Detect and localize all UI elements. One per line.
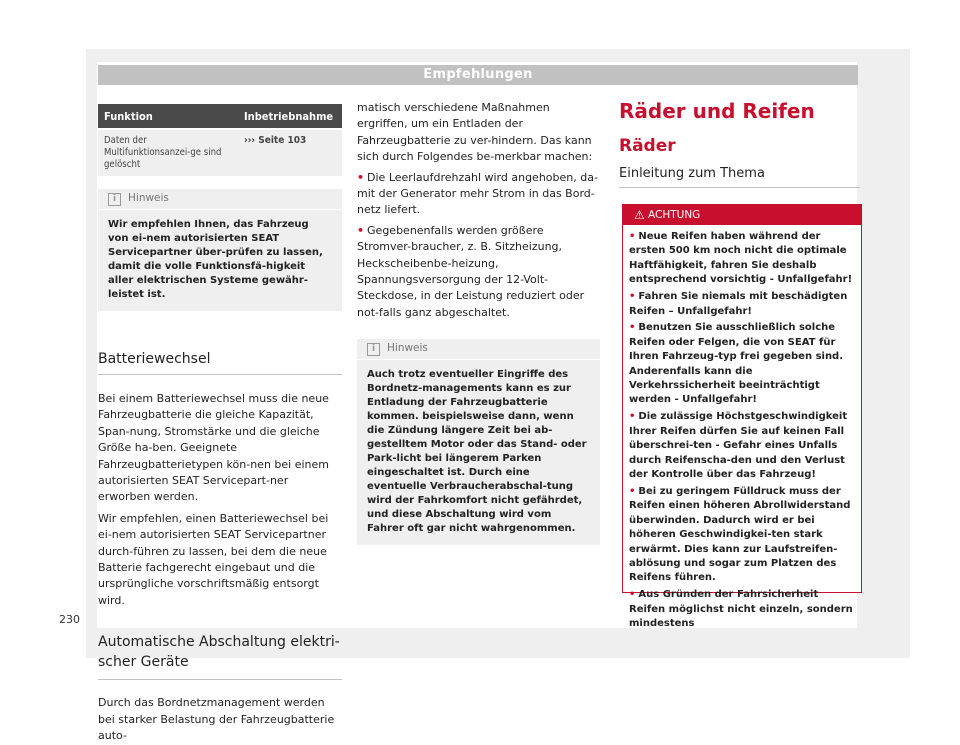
list-item [357,223,600,321]
table-header-row [98,104,342,129]
warning-box [622,204,862,630]
bullet-icon: • [629,291,636,303]
list-item [629,290,855,319]
list-item-text: Gegebenenfalls werden größere Stromver-braucher, z. B. Sitzheizung, Heckscheibenbe-heizung, Spannungsversorgung der 12-Volt-Steckdose, in der Leistung reduziert oder not-falls ganz abgeschaltet. [357,223,585,319]
table-row [98,129,342,176]
battery-paragraph-2: Wir empfehlen, einen Batteriewechsel bei ei-nem autorisierten SEAT Servicepartner durch-führen zu lassen, bei dem die neue Batterie fachgerecht eingebaut und die ursprüngliche vorschriftsmäßig entsorgt wird. [98,511,329,607]
warning-triangle-icon: ⚠ [634,208,645,222]
note-title: Hinweis [128,192,169,204]
note-text: Wir empfehlen Ihnen, das Fahrzeug von ei-nem autorisierten SEAT Servicepartner über-prüfen zu lassen, damit die volle Funktionsfä-higkeit aller elektrischen Systeme gewähr-leistet ist. [108,219,323,300]
column-left [98,104,342,745]
table-cell-reference[interactable] [238,129,342,176]
battery-paragraph-1: Bei einem Batteriewechsel muss die neue Fahrzeugbatterie die gleiche Kapazität, Span-nung, Stromstärke und die gleiche Größe ha-ben. Geeignete Fahrzeugbatterietypen kön-nen bei einem autorisierten SEAT Servicepart-ner erworben werden. [98,392,329,504]
bullet-icon: • [629,485,636,497]
section-title-auto-off: Automatische Abschaltung elektri-scher Geräte [98,632,342,680]
list-item [629,321,855,407]
bullet-icon: • [629,231,636,242]
list-item-text: Die zulässige Höchstgeschwindigkeit Ihrer Reifen dürfen Sie auf keinen Fall überschrei-ten - Gefahr eines Unfalls durch Reifenscha-den und den Verlust der Kontrolle über das Fahrzeug! [629,411,848,480]
note-box [357,339,600,545]
warning-title: ACHTUNG [648,209,701,221]
subsection-heading: Einleitung zum Thema [619,166,860,188]
page-number: 230 [59,613,80,626]
section-heading: Räder [619,136,676,156]
bullet-icon: • [357,223,365,237]
reference-link[interactable]: Seite 103 [255,135,307,146]
chapter-heading: Räder und Reifen [619,99,815,123]
note-box [98,189,342,311]
function-table [98,104,342,176]
list-item [629,588,855,631]
list-item-text: Fahren Sie niemals mit beschädigten Reifen – Unfallgefahr! [629,291,848,317]
note-header [98,189,342,210]
bullet-icon: • [629,411,636,423]
list-item-text: Aus Gründen der Fahrsicherheit Reifen möglichst nicht einzeln, sondern mindestens [629,589,853,630]
auto-off-paragraph: Durch das Bordnetzmanagement werden bei starker Belastung der Fahrzeugbatterie auto- [98,696,335,743]
list-item-text: Benutzen Sie ausschließlich solche Reifen oder Felgen, die von SEAT für Ihren Fahrzeug-typ frei gegeben sind. Anderenfalls kann die Verkehrssicherheit beeinträchtigt werden - Unfallgefahr! [629,322,844,406]
table-cell-function: Daten der Multifunktionsanzei-ge sind gelöscht [98,129,238,176]
column-middle [357,100,600,545]
list-item [629,230,855,288]
bullet-icon: • [357,170,365,184]
list-item [629,485,855,586]
bullet-icon: • [629,322,636,334]
list-item-text: Die Leerlaufdrehzahl wird angehoben, da-mit der Generator mehr Strom in das Bord-netz liefert. [357,170,598,217]
info-icon: i [108,193,121,206]
warning-body [623,225,861,631]
info-icon: i [367,343,380,356]
note-title: Hinweis [387,342,428,355]
note-text: Auch trotz eventueller Eingriffe des Bordnetz-managements kann es zur Entladung der Fahrzeugbatterie kommen. beispielsweise dann, wenn die Zündung längere Zeit bei ab-gestelltem Motor oder das Stand- oder Park-licht bei längerem Parken eingeschaltet ist. Durch eine eventuelle Verbraucherabschal-tung wird der Fahrkomfort nicht gefährdet, und diese Abschaltung wird vom Fahrer oft gar nicht wahrgenommen. [367,369,587,535]
list-item [629,410,855,482]
column-header-function: Funktion [98,104,238,129]
auto-off-continued: matisch verschiedene Maßnahmen ergriffen, um ein Entladen der Fahrzeugbatterie zu ver-hindern. Das kann sich durch Folgendes be-merkbar machen: [357,101,593,164]
bullet-icon: • [629,589,636,601]
section-header: Empfehlungen [98,65,858,85]
warning-header [623,205,861,225]
column-header-activation: Inbetriebnahme [238,104,342,129]
note-header [357,339,600,360]
list-item [357,170,600,219]
column-right [619,98,860,188]
reference-arrows-icon: ››› [244,135,256,146]
section-title-battery: Batteriewechsel [98,351,342,375]
list-item-text: Bei zu geringem Fülldruck muss der Reifen einen höheren Abrollwiderstand überwinden. Dadurch wird er bei höheren Geschwindigkei-ten stark erwärmt. Dies kann zur Laufstreifen-ablösung und sogar zum Platzen des Reifens führen. [629,485,851,584]
list-item-text: Neue Reifen haben während der ersten 500 km noch nicht die optimale Haftfähigkeit, fahren Sie deshalb entsprechend vorsichtig - Unfallgefahr! [629,231,853,286]
